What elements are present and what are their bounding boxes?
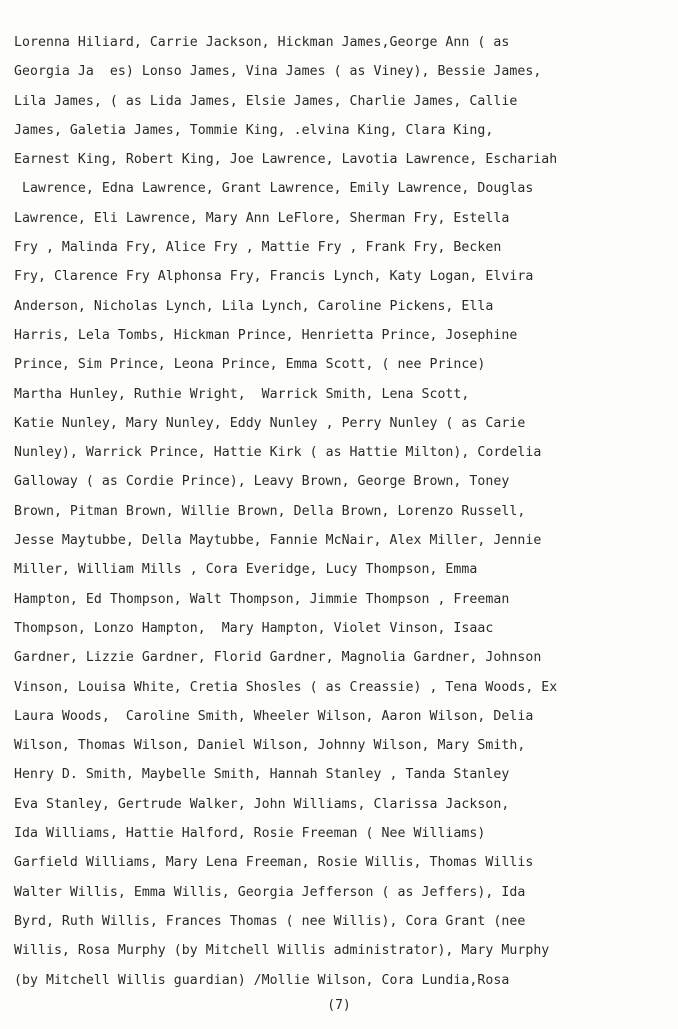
text-line: Martha Hunley, Ruthie Wright, Warrick Smith, Lena Scott, — [14, 386, 470, 402]
text-line: Lawrence, Eli Lawrence, Mary Ann LeFlore, Sherman Fry, Estella — [14, 210, 510, 226]
text-line: Earnest King, Robert King, Joe Lawrence, Lavotia Lawrence, Eschariah — [14, 152, 558, 168]
text-line: Henry D. Smith, Maybelle Smith, Hannah Stanley , Tanda Stanley — [14, 767, 510, 783]
text-line: Laura Woods, Caroline Smith, Wheeler Wilson, Aaron Wilson, Delia — [14, 708, 534, 724]
text-line: Lila James, ( as Lida James, Elsie James, Charlie James, Callie — [14, 93, 518, 109]
text-line: Anderson, Nicholas Lynch, Lila Lynch, Caroline Pickens, Ella — [14, 298, 494, 314]
text-line: Thompson, Lonzo Hampton, Mary Hampton, Violet Vinson, Isaac — [14, 620, 494, 636]
text-line: Brown, Pitman Brown, Willie Brown, Della Brown, Lorenzo Russell, — [14, 503, 526, 519]
text-line: Gardner, Lizzie Gardner, Florid Gardner, Magnolia Gardner, Johnson — [14, 650, 542, 666]
text-line: Hampton, Ed Thompson, Walt Thompson, Jimmie Thompson , Freeman — [14, 591, 510, 607]
text-line: Willis, Rosa Murphy (by Mitchell Willis administrator), Mary Murphy — [14, 943, 550, 959]
text-line: Walter Willis, Emma Willis, Georgia Jefferson ( as Jeffers), Ida — [14, 884, 526, 900]
text-line: Lawrence, Edna Lawrence, Grant Lawrence, Emily Lawrence, Douglas — [14, 181, 534, 197]
text-line: Fry , Malinda Fry, Alice Fry , Mattie Fry , Frank Fry, Becken — [14, 240, 502, 256]
text-line: Ida Williams, Hattie Halford, Rosie Freeman ( Nee Williams) — [14, 826, 486, 842]
text-line: Katie Nunley, Mary Nunley, Eddy Nunley , Perry Nunley ( as Carie — [14, 415, 526, 431]
page-number: (7) — [327, 998, 351, 1013]
name-list-text — [14, 28, 674, 995]
text-line: Nunley), Warrick Prince, Hattie Kirk ( as Hattie Milton), Cordelia — [14, 445, 542, 461]
text-line: Vinson, Louisa White, Cretia Shosles ( as Creassie) , Tena Woods, Ex — [14, 679, 558, 695]
text-line: Jesse Maytubbe, Della Maytubbe, Fannie McNair, Alex Miller, Jennie — [14, 533, 542, 549]
text-line: Fry, Clarence Fry Alphonsa Fry, Francis Lynch, Katy Logan, Elvira — [14, 269, 534, 285]
text-line: Wilson, Thomas Wilson, Daniel Wilson, Johnny Wilson, Mary Smith, — [14, 738, 526, 754]
text-line: Galloway ( as Cordie Prince), Leavy Brown, George Brown, Toney — [14, 474, 510, 490]
text-line: Prince, Sim Prince, Leona Prince, Emma Scott, ( nee Prince) — [14, 357, 486, 373]
text-line: Harris, Lela Tombs, Hickman Prince, Henrietta Prince, Josephine — [14, 327, 518, 343]
text-line: (by Mitchell Willis guardian) /Mollie Wilson, Cora Lundia,Rosa — [14, 972, 510, 988]
text-line: Eva Stanley, Gertrude Walker, John Williams, Clarissa Jackson, — [14, 796, 510, 812]
text-line: Byrd, Ruth Willis, Frances Thomas ( nee Willis), Cora Grant (nee — [14, 913, 526, 929]
text-line: Miller, William Mills , Cora Everidge, Lucy Thompson, Emma — [14, 562, 478, 578]
text-line: James, Galetia James, Tommie King, .elvina King, Clara King, — [14, 122, 494, 138]
text-line: Lorenna Hiliard, Carrie Jackson, Hickman James,George Ann ( as — [14, 35, 510, 50]
text-line: Garfield Williams, Mary Lena Freeman, Rosie Willis, Thomas Willis — [14, 855, 534, 871]
text-line: Georgia Ja es) Lonso James, Vina James ( as Viney), Bessie James, — [14, 64, 542, 80]
